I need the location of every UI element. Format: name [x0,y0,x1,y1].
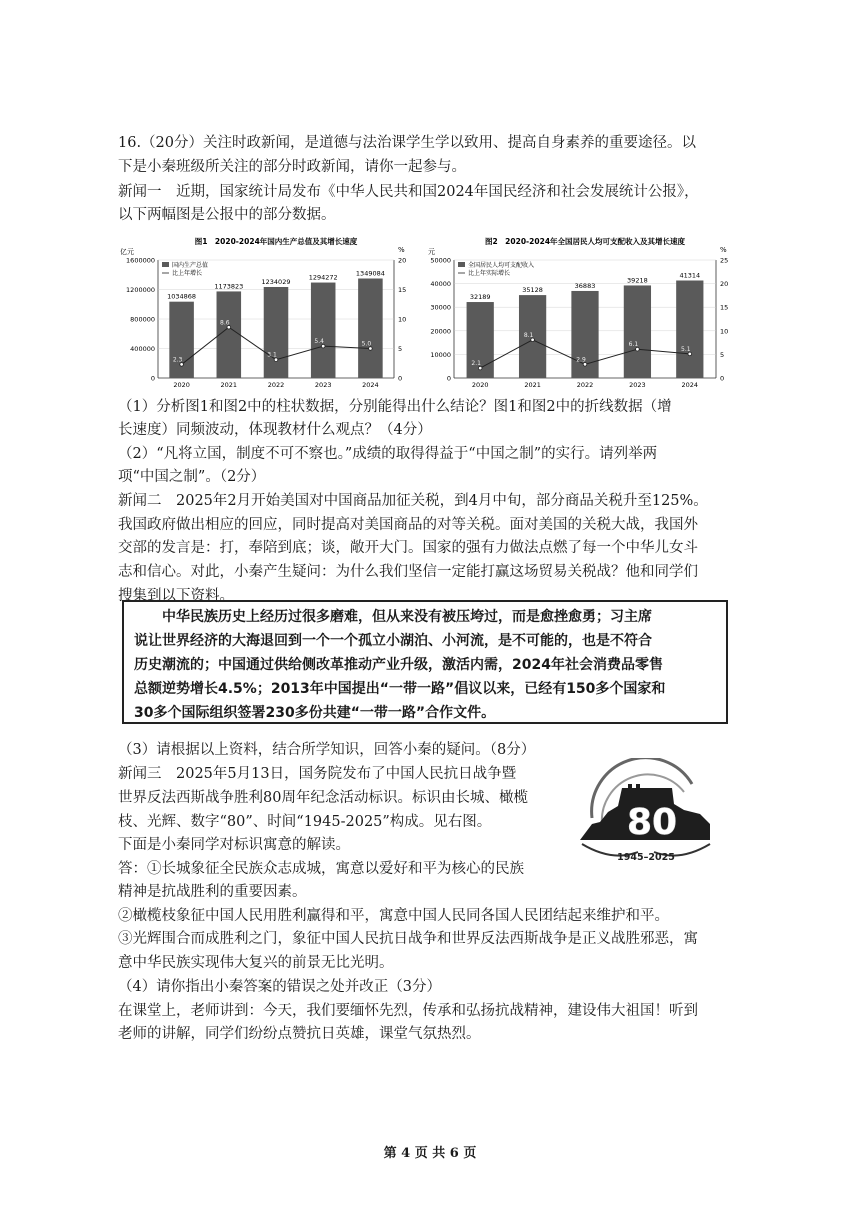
y2-tick-label: 20 [398,256,407,265]
y2-tick-label: 10 [720,327,729,336]
growth-point-label: 6.1 [628,341,639,349]
sub-question-3: （3）请根据以上资料，结合所学知识，回答小秦的疑问。（8分） [118,742,536,758]
y2-tick-label: 15 [398,286,407,294]
chart-bar [358,279,383,378]
text-line: 枝、光辉、数字“80”、时间“1945-2025”构成。见右图。 [118,814,492,830]
y-tick-label: 40000 [430,280,451,289]
chart-bar [217,291,242,378]
charts-figure [118,232,732,390]
x-tick-label: 2022 [267,381,285,389]
text-line: 在课堂上，老师讲到：今天，我们要缅怀先烈，传承和弘扬抗战精神，建设伟大祖国！听到 [118,1003,698,1019]
news-3: 新闻三 2025年5月13日，国务院发布了中国人民抗日战争暨 [118,766,517,782]
y-tick-label: 800000 [130,315,155,324]
bar-value-label: 35128 [522,286,543,295]
x-tick-label: 2021 [524,381,541,389]
growth-point-label: 8.1 [523,331,534,339]
chart-title: 图2 2020-2024年全国居民人均可支配收入及其增长速度 [484,237,686,246]
bar-value-label: 1294272 [308,273,338,282]
chart-title: 图1 2020-2024年国内生产总值及其增长速度 [194,237,358,246]
chart-bar [311,283,336,378]
growth-point-label: 2.9 [576,356,586,364]
answer-line: ②橄榄枝象征中国人民用胜利赢得和平，寓意中国人民同各国人民团结起来维护和平。 [118,908,669,924]
chart-bar [676,280,703,378]
y2-tick-label: 5 [720,350,725,359]
box-paragraph: 总额逆势增长4.5%；2013年中国提出“一带一路”倡议以来，已经有150多个国家和 [134,681,666,697]
y-tick-label: 10000 [430,350,451,359]
text-line: 精神是抗战胜利的重要因素。 [118,884,307,900]
chart-2 [428,236,728,389]
legend-swatch [162,262,169,267]
bar-value-label: 1173823 [214,282,244,291]
text-line: 交部的发言是：打，奉陪到底；谈，敞开大门。国家的强有力做法点燃了每一个中华儿女斗 [118,540,698,556]
legend-label: 比上年实际增长 [468,270,511,277]
y-tick-label: 1200000 [126,286,155,294]
text-line: 我国政府做出相应的回应，同时提高对美国商品的对等关税。面对美国的关税大战，我国外 [118,517,698,533]
box-paragraph: 说让世界经济的大海退回到一个一个孤立小湖泊、小河流，是不可能的，也是不符合 [134,633,652,649]
answer-line: 答：①长城象征全民族众志成城，寓意以爱好和平为核心的民族 [118,861,524,877]
y-tick-label: 0 [150,374,155,383]
x-tick-label: 2024 [681,381,699,389]
box-paragraph: 30多个国际组织签署230多份共建“一带一路”合作文件。 [134,705,496,721]
growth-point-label: 8.6 [220,319,230,327]
box-paragraph: 历史潮流的；中国通过供给侧改革推动产业升级，激活内需，2024年社会消费品零售 [134,657,663,673]
commemoration-logo [572,758,720,870]
y2-axis-unit: % [398,246,405,254]
text-line: 志和信心。对此，小秦产生疑问：为什么我们坚信一定能打赢这场贸易关税战？他和同学们 [118,564,698,580]
text-line: 意中华民族实现伟大复兴的前景无比光明。 [118,955,394,971]
y2-tick-label: 0 [398,374,403,383]
text-line: 新闻一 近期，国家统计局发布《中华人民共和国2024年国民经济和社会发展统计公报》， [118,184,699,200]
text-line: 长速度）同频波动，体现教材什么观点？（4分） [118,422,432,438]
text-line: 下面是小秦同学对标识寓意的解读。 [118,837,350,853]
x-tick-label: 2022 [576,381,594,389]
y-axis-unit: 元 [428,248,435,256]
y-tick-label: 50000 [430,256,451,265]
sub-question-1: （1）分析图1和图2中的柱状数据，分别能得出什么结论？图1和图2中的折线数据（增 [118,399,672,415]
growth-point-label: 5.1 [681,345,691,353]
y-tick-label: 20000 [430,327,451,336]
text-line: 以下两幅图是公报中的部分数据。 [118,207,336,223]
sub-question-4: （4）请你指出小秦答案的错误之处并改正（3分） [118,979,441,995]
growth-point-label: 5.0 [361,340,372,348]
y-tick-label: 0 [446,374,451,383]
y-tick-label: 1600000 [126,256,155,265]
x-tick-label: 2021 [220,381,238,389]
x-tick-label: 2023 [314,381,332,389]
x-tick-label: 2023 [629,381,646,389]
bar-value-label: 39218 [627,276,648,285]
legend-label: 比上年增长 [172,270,203,277]
chart-bar [264,287,289,378]
y-axis-unit: 亿元 [120,248,134,256]
logo-years: 1945–2025 [617,852,675,863]
logo-number: 80 [626,802,678,843]
y2-tick-label: 20 [720,280,729,289]
text-line: 世界反法西斯战争胜利80周年纪念活动标识。标识由长城、橄榄 [118,790,528,806]
legend-swatch [458,262,465,267]
page-footer: 第 4 页 共 6 页 [383,1146,477,1161]
chart-1 [120,236,406,389]
y-tick-label: 30000 [430,303,451,312]
bar-value-label: 1234029 [261,277,291,286]
chart-bar [624,285,651,378]
sub-question-2: （2）“凡将立国，制度不可不察也。”成绩的取得得益于“中国之制”的实行。请列举两 [118,446,658,462]
y2-tick-label: 10 [398,315,407,324]
text-line: 下是小秦班级所关注的部分时政新闻，请你一起参与。 [118,159,466,175]
x-tick-label: 2024 [362,381,379,389]
news-2: 新闻二 2025年2月开始美国对中国商品加征关税，到4月中旬，部分商品关税升至125%。 [118,493,708,509]
x-tick-label: 2020 [471,381,489,389]
growth-point-label: 5.4 [314,338,324,346]
bar-value-label: 41314 [679,271,701,280]
bar-value-label: 1034868 [167,292,197,301]
y2-tick-label: 15 [720,303,729,312]
text-line: 老师的讲解，同学们纷纷点赞抗日英雄，课堂气氛热烈。 [118,1026,481,1042]
text-line: 16.（20分）关注时政新闻，是道德与法治课学生学以致用、提高自身素养的重要途径。以 [118,135,697,151]
growth-point-label: 2.1 [471,360,481,368]
y-tick-label: 400000 [130,345,155,353]
bar-value-label: 36883 [574,281,596,290]
y2-axis-unit: % [720,246,727,254]
box-paragraph: 中华民族历史上经历过很多磨难，但从来没有被压垮过，而是愈挫愈勇；习主席 [162,609,652,625]
bar-value-label: 1349084 [355,269,385,278]
bar-value-label: 32189 [469,293,491,302]
answer-line: ③光辉围合而成胜利之门，象征中国人民抗日战争和世界反法西斯战争是正义战胜邪恶，寓 [118,931,698,947]
x-tick-label: 2020 [173,381,190,389]
legend-label: 全国居民人均可支配收入 [468,262,535,269]
text-line: 项“中国之制”。（2分） [118,469,266,485]
y2-tick-label: 0 [720,374,725,383]
legend-label: 国内生产总值 [172,262,209,269]
text-line: 搜集到以下资料。 [118,588,234,604]
growth-point-label: 2.3 [172,356,183,364]
material-box [122,600,728,724]
y2-tick-label: 5 [398,345,403,353]
y2-tick-label: 25 [720,256,729,265]
growth-point-label: 3.1 [267,351,277,359]
